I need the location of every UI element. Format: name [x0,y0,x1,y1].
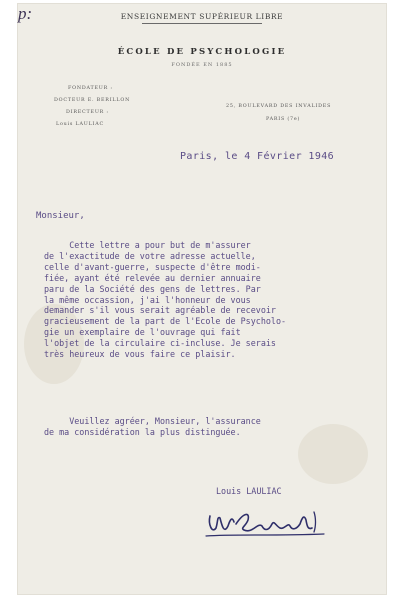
letter-closing [44,416,261,438]
paper-stain [298,424,368,484]
founded-note: FONDÉE EN 1885 [171,62,233,68]
body-line: paru de la Société des gens de lettres. Par [44,283,261,294]
letter-date: Paris, le 4 Février 1946 [180,151,335,162]
signature-prefix: p: [18,4,33,23]
body-line: l'objet de la circulaire ci-incluse. Je serais [44,338,276,349]
body-line: demander s'il vous serait agréable de recevoir [44,305,276,316]
letter-page [18,4,386,594]
school-name: ÉCOLE DE PSYCHOLOGIE [117,47,287,57]
body-line: gie un exemplaire de l'ouvrage qui fait [44,327,241,338]
closing-line: Veuillez agréer, Monsieur, l'assurance [44,416,261,426]
handwritten-signature [204,504,344,540]
founder-label: FONDATEUR : [68,86,113,91]
body-line: fiée, ayant été relevée au dernier annuaire [44,272,261,283]
founder-name: DOCTEUR E. BERILLON [54,98,131,103]
director-label: DIRECTEUR : [66,110,109,115]
closing-line: de ma considération la plus distinguée. [44,426,241,437]
institution-heading: ENSEIGNEMENT SUPÉRIEUR LIBRE [120,12,284,21]
address-line-1: 25, BOULEVARD DES INVALIDES [226,104,332,109]
body-line: très heureux de vous faire ce plaisir. [44,349,236,360]
body-line: gracieusement de la part de l'Ecole de Psycholo- [44,316,287,327]
director-name: Louis LAULIAC [56,122,104,127]
body-line: celle d'avant-guerre, suspecte d'être modi- [44,261,261,272]
body-line: Cette lettre a pour but de m'assurer [44,240,251,250]
signatory-name: Louis LAULIAC [216,486,282,496]
salutation: Monsieur, [36,211,85,221]
body-line: de l'exactitude de votre adresse actuelle, [44,250,256,261]
letter-body [44,240,286,360]
address-line-2: PARIS (7e) [266,117,301,122]
heading-rule [142,23,262,24]
body-line: la même occassion, j'ai l'honneur de vous [44,294,251,305]
